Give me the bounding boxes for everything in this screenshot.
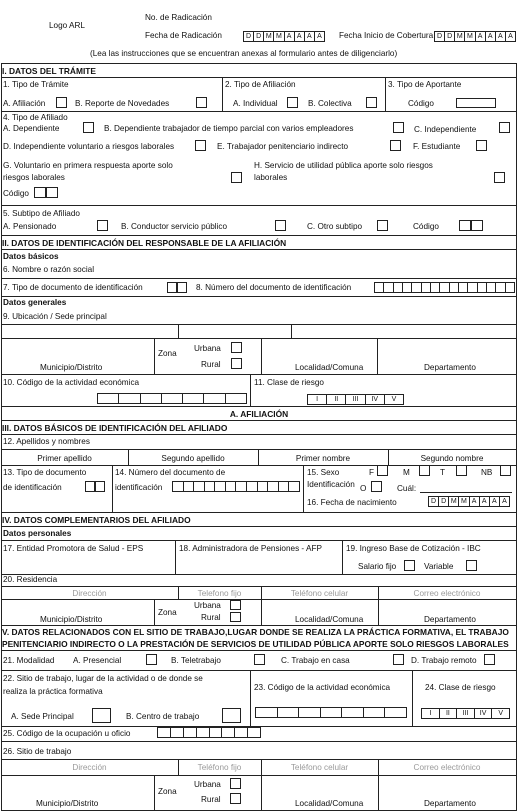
riesgo-option[interactable]: III	[457, 709, 475, 718]
sitio-localidad-label: Localidad/Comuna	[295, 799, 364, 808]
section-title-responsable: II. DATOS DE IDENTIFICACIÓN DEL RESPONSABLE DE LA AFILIACIÓN	[2, 238, 287, 248]
dependiente-checkbox[interactable]	[83, 122, 94, 133]
residencia-telefono-celular-label: Teléfono celular	[290, 589, 349, 598]
presencial-checkbox[interactable]	[146, 654, 157, 665]
sitio-telefono-fijo-label: Teléfono fijo	[197, 763, 242, 772]
tipo-afiliacion-label: 2. Tipo de Afiliación	[225, 80, 296, 89]
date-cell: A	[476, 32, 486, 41]
municipio-label: Municipio/Distrito	[40, 363, 103, 372]
date-cell: M	[465, 32, 475, 41]
radicacion-number-label: No. de Radicación	[145, 13, 212, 22]
residencia-label: 20. Residencia	[3, 575, 58, 584]
afiliado-tipo-documento-label: 13. Tipo de documento	[3, 468, 87, 477]
residencia-zona-label: Zona	[158, 608, 177, 617]
residencia-urbana-label: Urbana	[194, 601, 221, 610]
sitio-telefono-celular-label: Teléfono celular	[290, 763, 349, 772]
date-cell: A	[496, 32, 506, 41]
section-title-afiliacion: A. AFILIACIÓN	[229, 409, 289, 419]
riesgo-option[interactable]: IV	[366, 395, 385, 404]
cual-label: Cuál:	[397, 484, 417, 493]
ocupacion-field[interactable]	[157, 727, 261, 738]
sexo-f-checkbox[interactable]	[377, 465, 388, 476]
residencia-municipio-label: Municipio/Distrito	[40, 615, 103, 624]
sitio-urbana-label: Urbana	[194, 780, 221, 789]
teletrabajo-label: B. Teletrabajo	[171, 656, 221, 665]
datos-basicos-heading: Datos básicos	[3, 252, 59, 261]
riesgo-option[interactable]: IV	[475, 709, 493, 718]
primer-apellido-label: Primer apellido	[37, 454, 92, 463]
afp-label: 18. Administradora de Pensiones - AFP	[179, 544, 322, 553]
sitio-trabajo-label-2: realiza la práctica formativa	[3, 687, 103, 696]
numero-documento-label: 8. Número del documento de identificación	[196, 283, 352, 292]
date-cell: D	[445, 32, 455, 41]
centro-trabajo-label: B. Centro de trabajo	[126, 712, 200, 721]
primer-nombre-label: Primer nombre	[295, 454, 351, 463]
sitio-correo-label: Correo electrónico	[413, 763, 481, 772]
apellidos-nombres-label: 12. Apellidos y nombres	[3, 437, 90, 446]
centro-trabajo-checkbox[interactable]	[222, 708, 241, 723]
date-cell: A	[305, 32, 315, 41]
tipo-afiliado-code-cell[interactable]	[34, 187, 46, 198]
sede-principal-checkbox[interactable]	[92, 708, 111, 723]
pensionado-label: A. Pensionado	[3, 222, 57, 231]
variable-checkbox[interactable]	[466, 560, 477, 571]
departamento-label: Departamento	[424, 363, 476, 372]
date-cell: A	[508, 33, 513, 40]
residencia-correo-label: Correo electrónico	[413, 589, 481, 598]
afiliado-numero-documento-label: 14. Número del documento de	[115, 468, 226, 477]
riesgo-option[interactable]: V	[391, 396, 397, 403]
pensionado-checkbox[interactable]	[97, 220, 108, 231]
clase-riesgo-label: 11. Clase de riesgo	[254, 378, 324, 387]
date-cell: M	[264, 32, 274, 41]
fecha-nacimiento-label: 16. Fecha de nacimiento	[307, 498, 397, 507]
logo-arl: Logo ARL	[49, 21, 85, 30]
urbana-checkbox[interactable]	[231, 342, 242, 353]
ibc-label: 19. Ingreso Base de Cotización - IBC	[346, 544, 481, 553]
identificacion-label: Identificación	[307, 480, 355, 489]
afiliado-tipo-documento-label-2: de identificación	[3, 483, 62, 492]
voluntario-primera-respuesta-checkbox[interactable]	[231, 172, 242, 183]
tipo-tramite-label: 1. Tipo de Trámite	[3, 80, 69, 89]
date-cell: A	[285, 32, 295, 41]
riesgo-option[interactable]: I	[308, 395, 327, 404]
date-cell: A	[317, 33, 322, 40]
reporte-novedades-checkbox[interactable]	[196, 97, 207, 108]
sitio-zona-label: Zona	[158, 787, 177, 796]
variable-label: Variable	[424, 562, 454, 571]
residencia-urbana-checkbox[interactable]	[230, 600, 241, 610]
sexo-f-label: F	[369, 468, 375, 477]
date-cell: D	[435, 32, 445, 41]
trabajo-casa-checkbox[interactable]	[393, 654, 404, 665]
date-cell: D	[429, 497, 439, 506]
sitio-clase-riesgo-label: 24. Clase de riesgo	[425, 683, 496, 692]
sexo-m-label: M	[403, 468, 410, 477]
date-cell: D	[439, 497, 449, 506]
dependiente-parcial-label: B. Dependiente trabajador de tiempo parcial con varios empleadores	[104, 124, 354, 133]
segundo-nombre-label: Segundo nombre	[420, 454, 484, 463]
fecha-nacimiento-field[interactable]	[428, 496, 510, 507]
residencia-rural-label: Rural	[201, 613, 221, 622]
sitio-urbana-checkbox[interactable]	[230, 778, 241, 789]
date-cell: D	[244, 32, 254, 41]
sexo-label: 15. Sexo	[307, 468, 340, 477]
conductor-checkbox[interactable]	[275, 220, 286, 231]
voluntario-primera-respuesta-label-2: riesgos laborales	[3, 173, 65, 182]
tipo-doc-cell[interactable]	[167, 282, 177, 293]
sitio-rural-checkbox[interactable]	[230, 793, 241, 804]
fecha-radicacion-label: Fecha de Radicación	[145, 31, 222, 40]
localidad-label: Localidad/Comuna	[295, 363, 364, 372]
sexo-nb-checkbox[interactable]	[500, 465, 511, 476]
modalidad-label: 21. Modalidad	[3, 656, 55, 665]
otro-subtipo-checkbox[interactable]	[377, 220, 388, 231]
sexo-t-label: T	[440, 468, 446, 477]
date-cell: A	[470, 497, 480, 506]
sexo-t-checkbox[interactable]	[456, 465, 467, 476]
instructions-note: (Lea las instrucciones que se encuentran anexas al formulario antes de diligenciarlo)	[90, 49, 398, 58]
riesgo-option[interactable]: II	[327, 395, 346, 404]
subtipo-afiliado-label: 5. Subtipo de Afiliado	[3, 209, 80, 218]
sexo-nb-label: NB	[481, 468, 493, 477]
voluntario-label: D. Independiente voluntario a riesgos laborales	[3, 142, 175, 151]
tipo-documento-label: 7. Tipo de documento de identificación	[3, 283, 143, 292]
servicio-utilidad-label-2: laborales	[254, 173, 288, 182]
sede-principal-label: A. Sede Principal	[11, 712, 74, 721]
date-cell: M	[449, 497, 459, 506]
trabajo-remoto-checkbox[interactable]	[484, 654, 495, 665]
individual-checkbox[interactable]	[287, 97, 298, 108]
afiliado-numero-documento-label-2: identificación	[115, 483, 163, 492]
colectiva-checkbox[interactable]	[366, 97, 377, 108]
dependiente-parcial-checkbox[interactable]	[393, 122, 404, 133]
fecha-inicio-label: Fecha Inicio de Cobertura	[339, 31, 434, 40]
date-cell: D	[254, 32, 264, 41]
sitio-actividad-economica-label: 23. Código de la actividad económica	[254, 683, 391, 692]
date-cell: A	[490, 497, 500, 506]
afiliacion-checkbox[interactable]	[56, 97, 67, 108]
sitio-departamento-label: Departamento	[424, 799, 476, 808]
sitio-trabajo-heading: 26. Sitio de trabajo	[3, 747, 72, 756]
date-cell: A	[502, 498, 507, 505]
sexo-o-checkbox[interactable]	[371, 481, 382, 492]
residencia-rural-checkbox[interactable]	[230, 612, 241, 622]
penitenciario-checkbox[interactable]	[390, 140, 401, 151]
afiliacion-label: A. Afiliación	[3, 99, 46, 108]
urbana-label: Urbana	[194, 344, 221, 353]
section-title-sitio-trabajo: V. DATOS RELACIONADOS CON EL SITIO DE TRABAJO,LUGAR DONDE SE REALIZA LA PRÁCTICA FORMATIVA, EL TRABAJO	[2, 627, 509, 637]
sitio-direccion-label: Dirección	[72, 763, 107, 772]
subtipo-code-cell[interactable]	[459, 220, 471, 231]
riesgo-option[interactable]: I	[422, 709, 440, 718]
teletrabajo-checkbox[interactable]	[254, 654, 265, 665]
voluntario-checkbox[interactable]	[195, 140, 206, 151]
voluntario-primera-respuesta-label: G. Voluntario en primera respuesta aporte solo	[3, 161, 173, 170]
fecha-radicacion-field[interactable]	[243, 31, 325, 42]
section-title-tramite: I. DATOS DEL TRÁMITE	[2, 66, 96, 76]
datos-personales-heading: Datos personales	[3, 529, 72, 538]
penitenciario-label: E. Trabajador penitenciario indirecto	[217, 142, 349, 151]
tipo-afiliado-codigo-label: Código	[3, 189, 29, 198]
subtipo-code-cell[interactable]	[471, 220, 483, 231]
trabajo-casa-label: C. Trabajo en casa	[281, 656, 350, 665]
riesgo-option[interactable]: III	[346, 395, 365, 404]
subtipo-codigo-label: Código	[413, 222, 439, 231]
rural-label: Rural	[201, 360, 221, 369]
section-title-sitio-trabajo-2: PENITENCIARIO INDIRECTO O LA PRESTACIÓN DE SERVICIOS DE UTILIDAD PÚBLICA APORTE SOLO RIESGOS LABORALES	[2, 639, 509, 649]
tipo-aportante-code-field[interactable]	[456, 98, 496, 108]
sexo-o-label: O	[360, 484, 367, 493]
dependiente-label: A. Dependiente	[3, 124, 60, 133]
numero-documento-field[interactable]	[374, 282, 515, 293]
datos-generales-heading: Datos generales	[3, 298, 67, 307]
eps-label: 17. Entidad Promotora de Salud - EPS	[3, 544, 144, 553]
sitio-clase-riesgo-field[interactable]	[421, 708, 510, 719]
sexo-m-checkbox[interactable]	[419, 465, 430, 476]
trabajo-remoto-label: D. Trabajo remoto	[411, 656, 477, 665]
tipo-aportante-label: 3. Tipo de Aportante	[388, 80, 462, 89]
date-cell: M	[455, 32, 465, 41]
tipo-doc-cell[interactable]	[177, 282, 187, 293]
otro-subtipo-label: C. Otro subtipo	[307, 222, 363, 231]
actividad-economica-field[interactable]	[97, 393, 247, 404]
residencia-direccion-label: Dirección	[72, 589, 107, 598]
sitio-rural-label: Rural	[201, 795, 221, 804]
servicio-utilidad-checkbox[interactable]	[494, 172, 505, 183]
residencia-localidad-label: Localidad/Comuna	[295, 615, 364, 624]
tipo-afiliado-code-cell[interactable]	[46, 187, 58, 198]
date-cell: A	[295, 32, 305, 41]
date-cell: M	[274, 32, 284, 41]
independiente-checkbox[interactable]	[499, 122, 510, 133]
section-title-complementarios: IV. DATOS COMPLEMENTARIOS DEL AFILIADO	[2, 515, 191, 525]
nombre-razon-social-label: 6. Nombre o razón social	[3, 265, 95, 274]
zona-label: Zona	[158, 349, 177, 358]
individual-label: A. Individual	[233, 99, 278, 108]
ubicacion-label: 9. Ubicación / Sede principal	[3, 312, 107, 321]
sitio-actividad-economica-field[interactable]	[255, 707, 407, 718]
sitio-trabajo-label: 22. Sitio de trabajo, lugar de la actividad o de donde se	[3, 674, 203, 683]
fecha-inicio-field[interactable]	[434, 31, 516, 42]
sitio-municipio-label: Municipio/Distrito	[36, 799, 99, 808]
presencial-label: A. Presencial	[73, 656, 122, 665]
estudiante-label: F. Estudiante	[413, 142, 461, 151]
riesgo-option[interactable]: II	[440, 709, 458, 718]
actividad-economica-label: 10. Código de la actividad económica	[3, 378, 140, 387]
section-title-afiliado: III. DATOS BÁSICOS DE IDENTIFICACIÓN DEL AFILIADO	[2, 423, 228, 433]
segundo-apellido-label: Segundo apellido	[161, 454, 225, 463]
afiliado-numero-documento-field[interactable]	[172, 481, 300, 492]
colectiva-label: B. Colectiva	[308, 99, 352, 108]
date-cell: M	[459, 497, 469, 506]
date-cell: A	[486, 32, 496, 41]
servicio-utilidad-label: H. Servicio de utilidad pública aporte solo riesgos	[254, 161, 433, 170]
codigo-label: Código	[408, 99, 434, 108]
clase-riesgo-field[interactable]	[307, 394, 404, 405]
riesgo-option[interactable]: V	[498, 710, 503, 717]
afiliado-tipo-doc-cell[interactable]	[85, 481, 95, 492]
salario-fijo-checkbox[interactable]	[404, 560, 415, 571]
tipo-afiliado-label: 4. Tipo de Afiliado	[3, 113, 68, 122]
estudiante-checkbox[interactable]	[476, 140, 487, 151]
independiente-label: C. Independiente	[414, 125, 477, 134]
reporte-novedades-label: B. Reporte de Novedades	[75, 99, 170, 108]
afiliado-tipo-doc-cell[interactable]	[95, 481, 105, 492]
conductor-label: B. Conductor servicio público	[121, 222, 228, 231]
date-cell: A	[480, 497, 490, 506]
residencia-telefono-fijo-label: Telefono fijo	[197, 589, 242, 598]
rural-checkbox[interactable]	[231, 358, 242, 369]
residencia-departamento-label: Departamento	[424, 615, 476, 624]
ocupacion-label: 25. Código de la ocupación u oficio	[3, 729, 131, 738]
salario-fijo-label: Salario fijo	[358, 562, 397, 571]
